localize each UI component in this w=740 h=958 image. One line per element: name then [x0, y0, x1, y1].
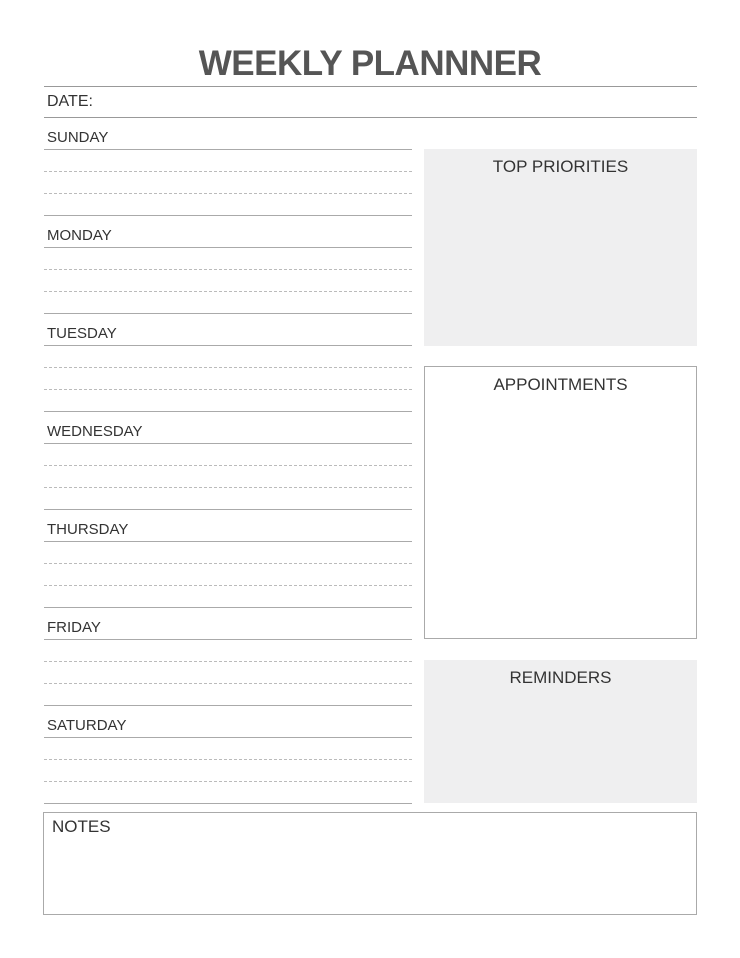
appointments-title: APPOINTMENTS	[493, 375, 628, 394]
date-row[interactable]	[44, 86, 697, 118]
writing-line	[44, 389, 412, 390]
writing-line	[44, 759, 412, 760]
writing-line	[44, 661, 412, 662]
writing-line	[44, 171, 412, 172]
writing-line	[44, 193, 412, 194]
day-header-rule	[44, 639, 412, 640]
writing-line	[44, 585, 412, 586]
day-sunday[interactable]	[44, 118, 412, 216]
notes-label: NOTES	[52, 817, 111, 836]
writing-line	[44, 683, 412, 684]
day-label: TUESDAY	[47, 325, 117, 342]
day-header-rule	[44, 345, 412, 346]
day-header-rule	[44, 149, 412, 150]
day-header-rule	[44, 443, 412, 444]
writing-line	[44, 781, 412, 782]
day-header-rule	[44, 737, 412, 738]
writing-line	[44, 465, 412, 466]
appointments-box[interactable]	[424, 366, 697, 639]
day-divider	[44, 803, 412, 804]
top-priorities-title: TOP PRIORITIES	[492, 157, 629, 176]
day-tuesday[interactable]	[44, 314, 412, 412]
day-wednesday[interactable]	[44, 412, 412, 510]
reminders-title: REMINDERS	[509, 668, 612, 687]
date-label: DATE:	[47, 93, 93, 110]
day-thursday[interactable]	[44, 510, 412, 608]
top-priorities-box[interactable]	[424, 149, 697, 346]
days-list	[44, 118, 412, 804]
day-header-rule	[44, 541, 412, 542]
writing-line	[44, 291, 412, 292]
page-title: WEEKLY PLANNNER	[198, 44, 542, 83]
day-header-rule	[44, 247, 412, 248]
day-label: WEDNESDAY	[47, 423, 143, 440]
day-label: THURSDAY	[47, 521, 129, 538]
day-label: FRIDAY	[47, 619, 101, 636]
day-label: SUNDAY	[47, 129, 109, 146]
day-monday[interactable]	[44, 216, 412, 314]
day-saturday[interactable]	[44, 706, 412, 804]
reminders-box[interactable]	[424, 660, 697, 803]
writing-line	[44, 563, 412, 564]
writing-line	[44, 367, 412, 368]
day-label: MONDAY	[47, 227, 112, 244]
notes-box[interactable]	[43, 812, 697, 915]
day-label: SATURDAY	[47, 717, 127, 734]
writing-line	[44, 487, 412, 488]
writing-line	[44, 269, 412, 270]
day-friday[interactable]	[44, 608, 412, 706]
